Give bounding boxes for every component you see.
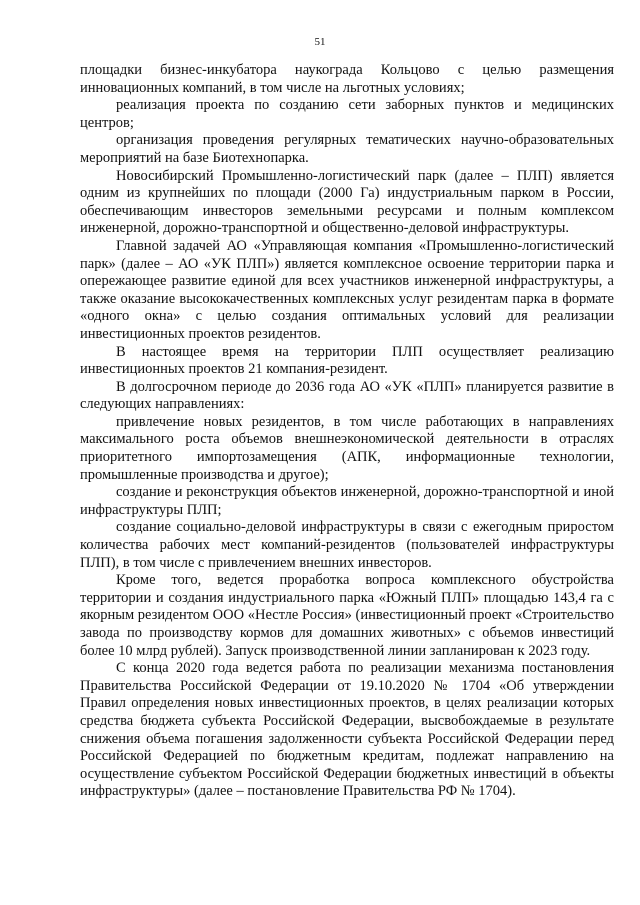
- paragraph-11: Кроме того, ведется проработка вопроса комплексного обустройства территории и создания индустриального парка «Южный ПЛП» площадью 143,4 га с якорным резидентом ООО «Нестле Россия» (инвестиционный проект «Строительство завода по производству кормов для домашних животных» с объемов инвестиций более 10 млрд рублей). Запуск производственной линии запланирован к 2023 году.: [80, 572, 614, 659]
- paragraph-8: привлечение новых резидентов, в том числе работающих в направлениях максимального роста объемов внешнеэкономической деятельности в отраслях приоритетного импортозамещения (АПК, информационные технологии, промышленные производства и другое);: [80, 413, 614, 483]
- paragraph-3: организация проведения регулярных тематических научно-образовательных мероприятий на базе Биотехнопарка.: [80, 132, 614, 166]
- paragraph-7: В долгосрочном периоде до 2036 года АО «УК «ПЛП» планируется развитие в следующих направлениях:: [80, 378, 614, 413]
- paragraph-6: В настоящее время на территории ПЛП осуществляет реализацию инвестиционных проектов 21 компания-резидент.: [80, 343, 614, 378]
- page-number: 51: [314, 36, 326, 48]
- paragraph-9: создание и реконструкция объектов инженерной, дорожно-транспортной и иной инфраструктуры ПЛП;: [80, 484, 614, 518]
- paragraph-10: создание социально-деловой инфраструктуры в связи с ежегодным приростом количества рабочих мест компаний-резидентов (пользователей инфраструктуры ПЛП), в том числе с привлечением внешних инвесторов.: [80, 519, 614, 571]
- document-body: [80, 62, 614, 801]
- paragraph-5: Главной задачей АО «Управляющая компания «Промышленно-логистический парк» (далее – АО «УК ПЛП») является комплексное освоение территории парка и опережающее развитие единой для всех участников инженерной инфраструктуры, а также оказание высококачественных комплексных услуг резидентам парка в формате «одного окна» с целью создания оптимальных условий для реализации инвестиционных проектов резидентов.: [80, 237, 614, 342]
- paragraph-2: реализация проекта по созданию сети заборных пунктов и медицинских центров;: [80, 97, 614, 131]
- paragraph-12: С конца 2020 года ведется работа по реализации механизма постановления Правительства Российской Федерации от 19.10.2020 № 1704 «Об утверждении Правил определения новых инвестиционных проектов, в целях реализации которых средства бюджета субъекта Российской Федерации, высвобождаемые в результате снижения объема погашения задолженности субъекта Российской Федерации перед Российской Федерацией по бюджетным кредитам, подлежат направлению на осуществление субъектом Российской Федерации бюджетных инвестиций в объекты инфраструктуры» (далее – постановление Правительства РФ № 1704).: [80, 660, 614, 800]
- paragraph-4: Новосибирский Промышленно-логистический парк (далее – ПЛП) является одним из крупнейших по площади (2000 Га) индустриальным парком в России, обеспечивающим инвесторов земельными ресурсами и полным комплексом инженерной, дорожно-транспортной и общественно-деловой инфраструктуры.: [80, 167, 614, 237]
- paragraph-1: площадки бизнес-инкубатора наукограда Кольцово с целью размещения инновационных компаний, в том числе на льготных условиях;: [80, 62, 614, 96]
